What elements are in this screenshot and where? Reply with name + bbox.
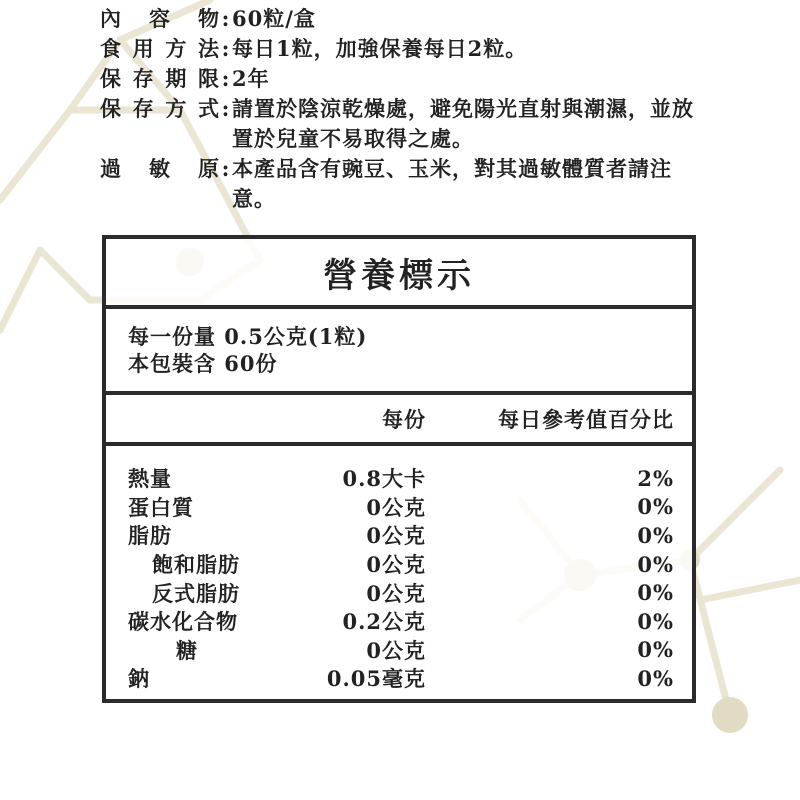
usage-value: 每日1粒，加強保養每日2粒。: [232, 36, 528, 61]
nutrient-name: 糖: [176, 637, 198, 663]
nutrient-name: 熱量: [128, 466, 172, 492]
info-row-allergen: 過敏原 : 本產品含有豌豆、玉米，對其過敏體質者請注意。: [100, 154, 712, 214]
nutrient-name: 鈉: [128, 666, 150, 692]
nutrient-row-carbohydrate: [106, 607, 692, 636]
nutrition-rows: [106, 446, 692, 693]
nutrient-row-trans-fat: [106, 578, 692, 607]
nutrient-daily-value: 0%: [637, 522, 674, 548]
allergen-label: 過敏原: [100, 156, 220, 181]
nutrient-daily-value: 2%: [637, 465, 674, 491]
contents-label: 內容物: [100, 6, 220, 31]
col-daily-value: 每日參考值百分比: [498, 406, 674, 432]
nutrient-name: 脂肪: [128, 523, 172, 549]
nutrient-row-sugar: [106, 636, 692, 665]
nutrient-row-sodium: [106, 664, 692, 693]
nutrient-per-serving: 0公克: [366, 523, 426, 549]
nutrition-facts-panel: [102, 235, 696, 703]
usage-label: 食用方法: [100, 36, 220, 61]
shelf-life-value: 2年: [232, 66, 270, 91]
nutrient-row-saturated-fat: [106, 550, 692, 579]
shelf-life-label: 保存期限: [100, 66, 220, 91]
serving-size: 每一份量 0.5公克(1粒): [128, 324, 368, 349]
info-row-usage: 食用方法 : 每日1粒，加強保養每日2粒。: [100, 34, 712, 64]
allergen-value: 本產品含有豌豆、玉米，對其過敏體質者請注意。: [232, 156, 672, 211]
nutrient-daily-value: 0%: [637, 637, 674, 663]
nutrient-name: 碳水化合物: [128, 609, 238, 635]
nutrient-per-serving: 0公克: [366, 552, 426, 578]
nutrient-name: 蛋白質: [128, 494, 194, 520]
nutrient-row-fat: [106, 521, 692, 550]
info-row-shelf-life: 保存期限 : 2年: [100, 64, 712, 94]
nutrient-daily-value: 0%: [637, 665, 674, 691]
nutrient-daily-value: 0%: [637, 580, 674, 606]
nutrition-header-row: [106, 395, 692, 446]
nutrient-daily-value: 0%: [637, 494, 674, 520]
contents-value: 60粒/盒: [232, 6, 316, 31]
nutrient-row-calories: [106, 464, 692, 493]
nutrition-title: 營養標示: [106, 239, 692, 309]
nutrient-daily-value: 0%: [637, 551, 674, 577]
nutrient-row-protein: [106, 493, 692, 522]
nutrient-name: 反式脂肪: [152, 580, 240, 606]
nutrient-per-serving: 0公克: [366, 637, 426, 663]
product-info: [100, 4, 712, 214]
col-per-serving: 每份: [382, 406, 426, 432]
info-row-storage: 保存方式 : 請置於陰涼乾燥處，避免陽光直射與潮濕，並放置於兒童不易取得之處。: [100, 94, 712, 154]
nutrient-per-serving: 0.2公克: [342, 609, 426, 635]
nutrient-per-serving: 0.05毫克: [326, 666, 426, 692]
nutrient-per-serving: 0公克: [366, 494, 426, 520]
storage-label: 保存方式: [100, 96, 220, 121]
nutrient-per-serving: 0.8大卡: [342, 466, 426, 492]
serving-info: [106, 309, 692, 395]
nutrient-name: 飽和脂肪: [152, 552, 240, 578]
servings-per-package: 本包裝含 60份: [128, 351, 278, 376]
nutrient-per-serving: 0公克: [366, 580, 426, 606]
info-row-contents: 內容物 : 60粒/盒: [100, 4, 712, 34]
nutrient-daily-value: 0%: [637, 608, 674, 634]
storage-value: 請置於陰涼乾燥處，避免陽光直射與潮濕，並放置於兒童不易取得之處。: [232, 96, 694, 151]
